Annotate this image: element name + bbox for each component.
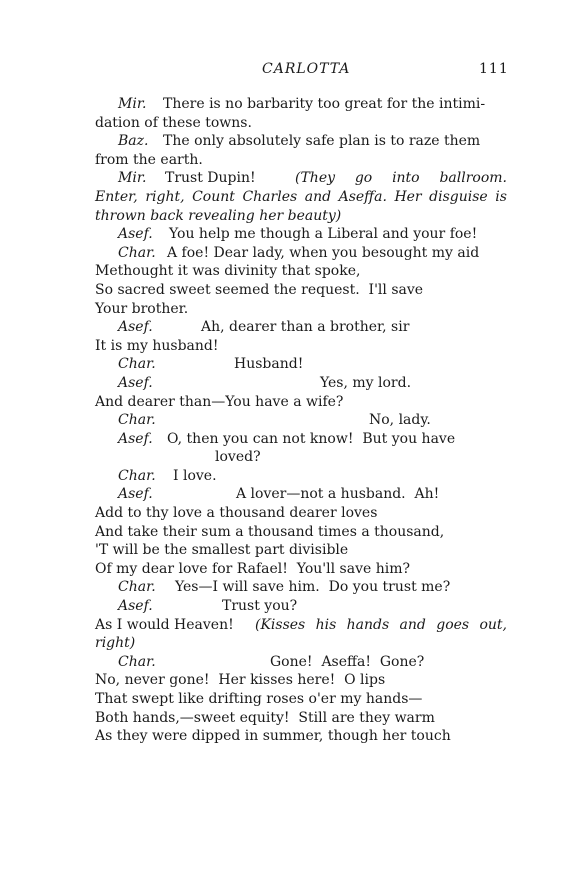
text-line [95, 188, 507, 207]
stage-direction [255, 616, 507, 635]
line-text: That swept like drifting roses o'er my hands— [95, 691, 423, 707]
word: Her [394, 188, 422, 205]
text-line [95, 448, 507, 467]
word: Count [192, 188, 235, 205]
word: right, [145, 188, 185, 205]
line-text: dation of these towns. [95, 114, 252, 131]
text-line [95, 523, 507, 542]
line-text: 'T will be the smallest part divisible [95, 542, 349, 559]
text-line [95, 337, 507, 356]
word: into [392, 170, 420, 187]
text-line [95, 207, 507, 226]
word: go [354, 170, 373, 187]
line-text: As I would Heaven! [95, 616, 234, 633]
word: Charles [242, 188, 298, 205]
speaker-name: Asef. [118, 374, 153, 391]
running-title: CARLOTTA [262, 61, 351, 77]
text-line [95, 95, 507, 114]
line-text: You help me though a Liberal and your foe! [169, 226, 478, 243]
text-line [95, 653, 507, 672]
text-line [95, 225, 507, 244]
text-line [95, 597, 507, 616]
line-text: O, then you can not know! But you have [167, 430, 456, 447]
line-text: A foe! Dear lady, when you besought my aid [167, 244, 480, 261]
line-text: The only absolutely safe plan is to raze them [163, 133, 481, 150]
text-line [95, 504, 507, 523]
line-text: Both hands,—sweet equity! Still are they warm [95, 709, 435, 726]
text-line [95, 671, 507, 690]
page-number: 111 [479, 61, 509, 77]
stage-direction: thrown back revealing her beauty) [95, 207, 342, 224]
line-text: And dearer than—You have a wife? [95, 393, 344, 410]
line-text: Gone! Aseffa! Gone? [270, 653, 425, 670]
text-line [95, 169, 507, 188]
speaker-name: Asef. [118, 226, 153, 243]
text-line [95, 262, 507, 281]
line-text: from the earth. [95, 151, 203, 168]
speaker-name: Asef. [118, 486, 153, 503]
text-line [95, 560, 507, 579]
text-line [95, 541, 507, 560]
line-text: Husband! [234, 356, 304, 373]
speaker-name: Char. [118, 244, 156, 261]
word: disguise [429, 188, 488, 205]
word: and [399, 616, 426, 633]
speaker-name: Asef. [118, 430, 153, 447]
text-line [95, 634, 507, 653]
text-line [95, 244, 507, 263]
word: Aseffa. [338, 188, 387, 205]
text-line [95, 467, 507, 486]
speaker-name: Char. [118, 467, 156, 484]
line-text: Trust you? [222, 598, 298, 615]
speaker-name: Char. [118, 356, 156, 373]
word: goes [436, 616, 470, 633]
speaker-name: Asef. [118, 598, 153, 615]
play-text [95, 95, 507, 746]
line-text: Add to thy love a thousand dearer loves [95, 505, 378, 522]
word: his [315, 616, 337, 633]
stage-direction [295, 169, 507, 188]
text-line [95, 281, 507, 300]
line-text: Of my dear love for Rafael! You'll save him? [95, 560, 410, 577]
line-text: loved? [215, 449, 261, 466]
line-text: There is no barbarity too great for the intimi- [163, 96, 486, 112]
line-text: Ah, dearer than a brother, sir [201, 319, 410, 336]
word: (They [295, 170, 336, 187]
speaker-name: Char. [118, 579, 156, 596]
text-line [95, 578, 507, 597]
line-text: Trust Dupin! [165, 170, 256, 187]
text-line [95, 318, 507, 337]
stage-direction: right) [95, 635, 136, 652]
speaker-name: Mir. [118, 170, 147, 187]
text-line [95, 355, 507, 374]
text-line [95, 132, 507, 151]
line-text: No, lady. [369, 412, 431, 429]
text-line [95, 393, 507, 412]
line-text: Methought it was divinity that spoke, [95, 263, 361, 280]
word: hands [346, 616, 390, 633]
speaker-name: Baz. [118, 133, 149, 150]
text-line [95, 690, 507, 709]
line-text: Yes, my lord. [320, 374, 412, 391]
speaker-name: Char. [118, 412, 156, 429]
word: Enter, [95, 188, 138, 205]
text-line [95, 430, 507, 449]
line-text: A lover—not a husband. Ah! [236, 486, 440, 503]
word: (Kisses [255, 616, 306, 633]
text-line [95, 114, 507, 133]
text-line [95, 485, 507, 504]
line-text: As they were dipped in summer, though her touch [95, 728, 451, 745]
word: ballroom. [439, 170, 507, 187]
speaker-name: Char. [118, 653, 156, 670]
line-text: And take their sum a thousand times a thousand, [95, 523, 445, 540]
line-text: No, never gone! Her kisses here! O lips [95, 672, 386, 689]
line-text: Your brother. [95, 300, 189, 317]
text-line [95, 374, 507, 393]
line-text: So sacred sweet seemed the request. I'll save [95, 281, 424, 298]
text-line [95, 616, 507, 635]
stage-direction [95, 188, 507, 207]
text-line [95, 709, 507, 728]
word: is [495, 188, 507, 205]
speaker-name: Mir. [118, 96, 147, 112]
text-line [95, 411, 507, 430]
speaker-name: Asef. [118, 319, 153, 336]
line-text: I love. [173, 467, 217, 484]
text-line [95, 300, 507, 319]
text-line [95, 151, 507, 170]
line-text: Yes—I will save him. Do you trust me? [175, 579, 451, 596]
text-line [95, 727, 507, 746]
word: out, [479, 616, 507, 633]
line-text: It is my husband! [95, 337, 219, 354]
word: and [304, 188, 332, 205]
